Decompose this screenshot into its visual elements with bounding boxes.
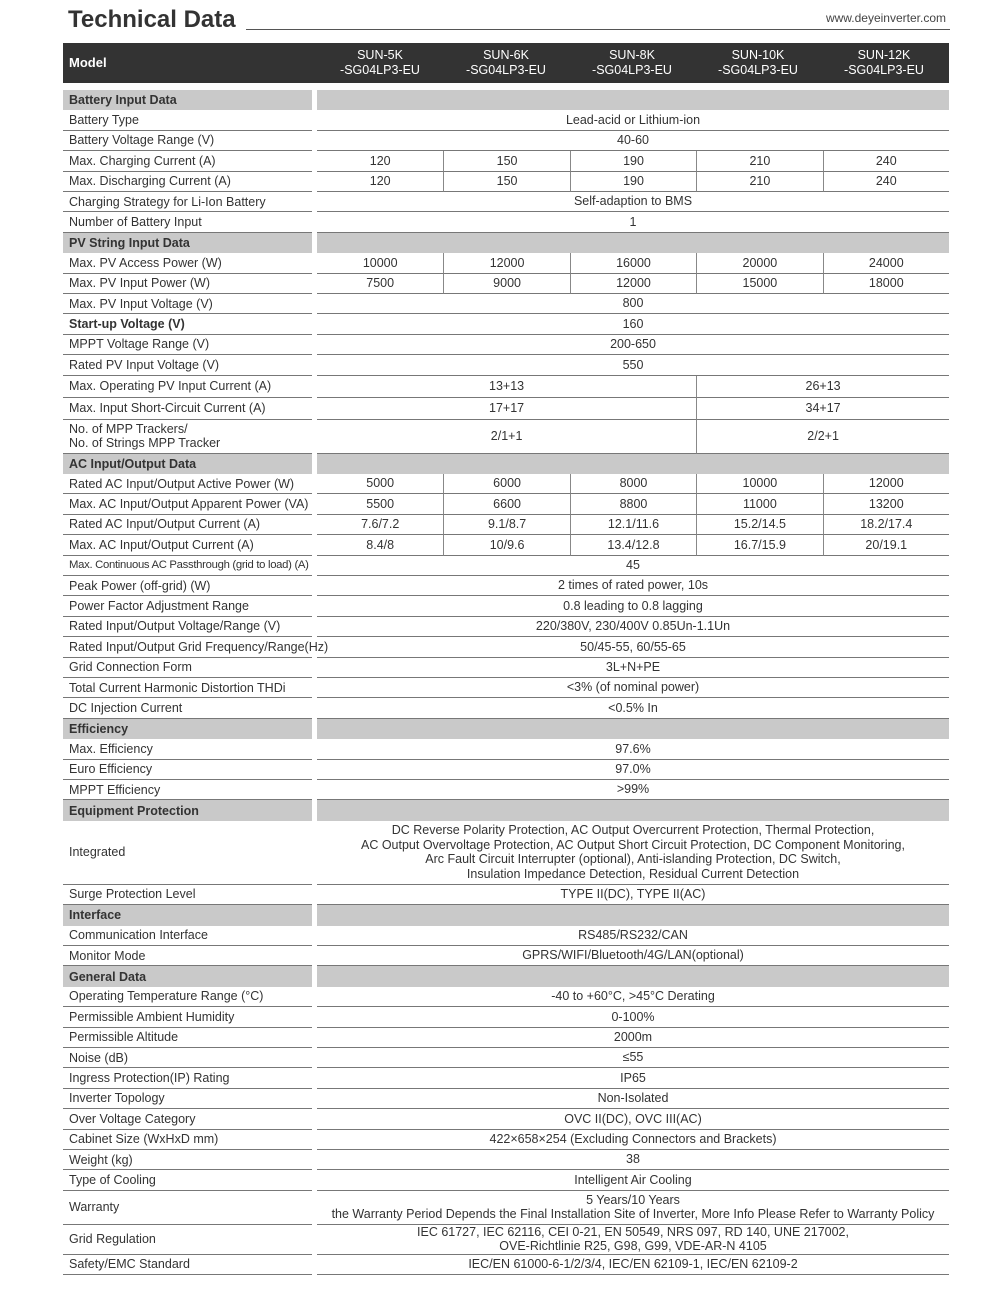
table-row (63, 926, 949, 946)
spec-value: 550 (317, 355, 949, 375)
spec-value: TYPE II(DC), TYPE II(AC) (317, 885, 949, 905)
spec-value: 7.6/7.2 (317, 515, 443, 535)
table-row (63, 1068, 949, 1088)
spec-value: 15.2/14.5 (696, 515, 822, 535)
spec-label: Communication Interface (63, 926, 312, 946)
spec-value: 5000 (317, 474, 443, 494)
spec-value: <3% (of nominal power) (317, 678, 949, 698)
section-header (63, 454, 949, 474)
table-row (63, 1191, 949, 1225)
spec-label: Max. Discharging Current (A) (63, 172, 312, 192)
spec-value: 200-650 (317, 335, 949, 355)
section-header (63, 233, 949, 253)
spec-value: 240 (823, 151, 949, 171)
model-column-header: SUN-10K -SG04LP3-EU (718, 48, 798, 77)
table-row (63, 780, 949, 800)
table-row (63, 576, 949, 596)
table-row (63, 376, 949, 398)
spec-value: 150 (443, 151, 569, 171)
spec-label: MPPT Efficiency (63, 780, 312, 800)
section-title: Interface (63, 905, 312, 925)
spec-label: Inverter Topology (63, 1089, 312, 1109)
table-row (63, 151, 949, 171)
spec-value: 12000 (823, 474, 949, 494)
section-header (63, 90, 949, 110)
table-row (63, 739, 949, 759)
section-title: Battery Input Data (63, 90, 312, 110)
spec-label: Rated Input/Output Voltage/Range (V) (63, 617, 312, 637)
section-fill (317, 719, 949, 739)
spec-label: Rated AC Input/Output Active Power (W) (63, 474, 312, 494)
table-row (63, 335, 949, 355)
spec-value: 220/380V, 230/400V 0.85Un-1.1Un (317, 617, 949, 637)
section-fill (317, 905, 949, 925)
table-row (63, 515, 949, 535)
spec-label: Charging Strategy for Li-Ion Battery (63, 192, 312, 212)
model-header-label: Model (69, 55, 107, 70)
section-fill (317, 800, 949, 820)
table-row (63, 556, 949, 576)
table-row (63, 1170, 949, 1190)
table-row (63, 398, 949, 420)
spec-value: 38 (317, 1150, 949, 1170)
table-row (63, 192, 949, 212)
spec-value: -40 to +60°C, >45°C Derating (317, 987, 949, 1007)
spec-value: 1 (317, 212, 949, 232)
spec-value: 97.0% (317, 760, 949, 780)
page-header (68, 6, 950, 34)
spec-value: 20/19.1 (823, 535, 949, 555)
spec-value: 150 (443, 172, 569, 192)
spec-value: 210 (696, 172, 822, 192)
spec-value: 97.6% (317, 739, 949, 759)
spec-label: Max. Charging Current (A) (63, 151, 312, 171)
spec-value: 190 (570, 172, 696, 192)
spec-value: Lead-acid or Lithium-ion (317, 110, 949, 130)
spec-value: 15000 (696, 274, 822, 294)
spec-value: 45 (317, 556, 949, 576)
spec-value: IEC/EN 61000-6-1/2/3/4, IEC/EN 62109-1, IEC/EN 62109-2 (317, 1255, 949, 1275)
spec-value: 10000 (317, 253, 443, 273)
spec-label: Max. Input Short-Circuit Current (A) (63, 398, 312, 420)
spec-value: 10000 (696, 474, 822, 494)
spec-label: Battery Type (63, 110, 312, 130)
section-title: PV String Input Data (63, 233, 312, 253)
spec-label: Rated AC Input/Output Current (A) (63, 515, 312, 535)
spec-value: 422×658×254 (Excluding Connectors and Brackets) (317, 1130, 949, 1150)
title-rule (246, 29, 950, 30)
table-row (63, 494, 949, 514)
table-row (63, 420, 949, 454)
spec-value: 9.1/8.7 (443, 515, 569, 535)
spec-label: Total Current Harmonic Distortion THDi (63, 678, 312, 698)
spec-value: 20000 (696, 253, 822, 273)
spec-label: Operating Temperature Range (°C) (63, 987, 312, 1007)
spec-label: Max. Continuous AC Passthrough (grid to load) (A) (63, 556, 312, 576)
spec-value: 0-100% (317, 1007, 949, 1027)
spec-value: 11000 (696, 494, 822, 514)
spec-value: Intelligent Air Cooling (317, 1170, 949, 1190)
spec-value: ≤55 (317, 1048, 949, 1068)
spec-value: 7500 (317, 274, 443, 294)
spec-value: 8000 (570, 474, 696, 494)
spec-label: Grid Connection Form (63, 658, 312, 678)
spec-label: Max. PV Input Voltage (V) (63, 294, 312, 314)
spec-value: RS485/RS232/CAN (317, 926, 949, 946)
section-header (63, 966, 949, 986)
table-row (63, 474, 949, 494)
table-row (63, 274, 949, 294)
spec-value: 120 (317, 172, 443, 192)
spec-label: Weight (kg) (63, 1150, 312, 1170)
spec-label: Integrated (63, 821, 312, 885)
spec-value: 13+13 (317, 376, 696, 398)
spec-label: No. of MPP Trackers/ No. of Strings MPP Tracker (63, 420, 312, 454)
spec-value: 50/45-55, 60/55-65 (317, 637, 949, 657)
spec-label: Safety/EMC Standard (63, 1255, 312, 1275)
section-fill (317, 233, 949, 253)
table-row (63, 1089, 949, 1109)
spec-label: Power Factor Adjustment Range (63, 596, 312, 616)
spec-label: Max. Operating PV Input Current (A) (63, 376, 312, 398)
table-row (63, 946, 949, 966)
table-header (63, 43, 949, 83)
table-row (63, 1130, 949, 1150)
spec-value: OVC II(DC), OVC III(AC) (317, 1109, 949, 1129)
spec-value: 9000 (443, 274, 569, 294)
spec-value: Self-adaption to BMS (317, 192, 949, 212)
spec-value: 2/2+1 (696, 420, 949, 454)
table-row (63, 1225, 949, 1255)
model-column-header: SUN-6K -SG04LP3-EU (466, 48, 546, 77)
table-row (63, 658, 949, 678)
spec-label: Monitor Mode (63, 946, 312, 966)
table-row (63, 821, 949, 885)
spec-label: Rated PV Input Voltage (V) (63, 355, 312, 375)
table-row (63, 617, 949, 637)
spec-value: 12000 (570, 274, 696, 294)
spec-value: 18000 (823, 274, 949, 294)
table-row (63, 131, 949, 151)
spec-value: 2/1+1 (317, 420, 696, 454)
table-row (63, 1255, 949, 1275)
table-row (63, 596, 949, 616)
spec-value: 210 (696, 151, 822, 171)
spec-value: 120 (317, 151, 443, 171)
spec-value: 13200 (823, 494, 949, 514)
spec-label: Peak Power (off-grid) (W) (63, 576, 312, 596)
table-row (63, 1028, 949, 1048)
spec-label: Rated Input/Output Grid Frequency/Range(Hz) (63, 637, 312, 657)
section-header (63, 719, 949, 739)
spec-value: 160 (317, 314, 949, 334)
table-row (63, 1109, 949, 1129)
spec-value: Non-Isolated (317, 1089, 949, 1109)
table-row (63, 212, 949, 232)
spec-value: 16000 (570, 253, 696, 273)
website-link[interactable]: www.deyeinverter.com (825, 11, 946, 25)
spec-label: Surge Protection Level (63, 885, 312, 905)
model-column-header: SUN-5K -SG04LP3-EU (340, 48, 420, 77)
spec-value: 26+13 (696, 376, 949, 398)
section-fill (317, 454, 949, 474)
spec-value: 10/9.6 (443, 535, 569, 555)
spec-value: 190 (570, 151, 696, 171)
spec-value: 240 (823, 172, 949, 192)
spec-label: Cabinet Size (WxHxD mm) (63, 1130, 312, 1150)
section-title: Equipment Protection (63, 800, 312, 820)
table-row (63, 637, 949, 657)
table-row (63, 987, 949, 1007)
spec-value: DC Reverse Polarity Protection, AC Output Overcurrent Protection, Thermal Protection, AC Output Overvoltage Protection, AC Output Short Circuit Protection, DC Component Monitoring, Arc Fault Circuit Interrupter (optional), Anti-islanding Protection, DC Switch, Insulation Impedance Detection, Residual Current Detection (317, 821, 949, 885)
spec-label: Permissible Ambient Humidity (63, 1007, 312, 1027)
spec-value: 24000 (823, 253, 949, 273)
spec-value: 6000 (443, 474, 569, 494)
spec-label: Over Voltage Category (63, 1109, 312, 1129)
spec-value: 17+17 (317, 398, 696, 420)
spec-label: Ingress Protection(IP) Rating (63, 1068, 312, 1088)
spec-value: IP65 (317, 1068, 949, 1088)
spec-label: Permissible Altitude (63, 1028, 312, 1048)
table-row (63, 253, 949, 273)
spec-value: IEC 61727, IEC 62116, CEI 0-21, EN 50549, NRS 097, RD 140, UNE 217002, OVE-Richtlinie R25, G98, G99, VDE-AR-N 4105 (317, 1225, 949, 1255)
spec-value: <0.5% In (317, 698, 949, 718)
spec-value: 12.1/11.6 (570, 515, 696, 535)
spec-value: 18.2/17.4 (823, 515, 949, 535)
model-column-header: SUN-12K -SG04LP3-EU (844, 48, 924, 77)
section-fill (317, 90, 949, 110)
spec-value: 0.8 leading to 0.8 lagging (317, 596, 949, 616)
spec-label: Start-up Voltage (V) (63, 314, 312, 334)
page-title: Technical Data (68, 6, 236, 33)
spec-label: DC Injection Current (63, 698, 312, 718)
spec-label: Max. PV Input Power (W) (63, 274, 312, 294)
spec-label: Max. Efficiency (63, 739, 312, 759)
spec-value: 12000 (443, 253, 569, 273)
table-row (63, 294, 949, 314)
section-title: General Data (63, 966, 312, 986)
spec-value: 5500 (317, 494, 443, 514)
table-row (63, 678, 949, 698)
section-fill (317, 966, 949, 986)
table-row (63, 698, 949, 718)
spec-label: Euro Efficiency (63, 760, 312, 780)
spec-label: Noise (dB) (63, 1048, 312, 1068)
spec-value: 16.7/15.9 (696, 535, 822, 555)
spec-value: GPRS/WIFI/Bluetooth/4G/LAN(optional) (317, 946, 949, 966)
section-title: Efficiency (63, 719, 312, 739)
model-column-header: SUN-8K -SG04LP3-EU (592, 48, 672, 77)
table-row (63, 760, 949, 780)
spec-label: Max. AC Input/Output Current (A) (63, 535, 312, 555)
table-row (63, 314, 949, 334)
table-row (63, 535, 949, 555)
section-title: AC Input/Output Data (63, 454, 312, 474)
spec-value: 6600 (443, 494, 569, 514)
spec-label: Max. PV Access Power (W) (63, 253, 312, 273)
spec-label: Warranty (63, 1191, 312, 1225)
spec-label: Max. AC Input/Output Apparent Power (VA) (63, 494, 312, 514)
table-row (63, 1007, 949, 1027)
spec-value: >99% (317, 780, 949, 800)
spec-value: 3L+N+PE (317, 658, 949, 678)
table-row (63, 172, 949, 192)
spec-value: 2 times of rated power, 10s (317, 576, 949, 596)
spec-value: 40-60 (317, 131, 949, 151)
spec-value: 8.4/8 (317, 535, 443, 555)
spec-value: 34+17 (696, 398, 949, 420)
spec-label: Grid Regulation (63, 1225, 312, 1255)
section-header (63, 800, 949, 820)
table-row (63, 110, 949, 130)
spec-value: 13.4/12.8 (570, 535, 696, 555)
table-row (63, 1150, 949, 1170)
spec-value: 8800 (570, 494, 696, 514)
spec-value: 5 Years/10 Years the Warranty Period Depends the Final Installation Site of Inverter, More Info Please Refer to Warranty Policy (317, 1191, 949, 1225)
spec-value: 2000m (317, 1028, 949, 1048)
table-row (63, 355, 949, 375)
table-row (63, 885, 949, 905)
spec-label: Number of Battery Input (63, 212, 312, 232)
spec-label: MPPT Voltage Range (V) (63, 335, 312, 355)
spec-value: 800 (317, 294, 949, 314)
spec-label: Type of Cooling (63, 1170, 312, 1190)
section-header (63, 905, 949, 925)
spec-label: Battery Voltage Range (V) (63, 131, 312, 151)
table-row (63, 1048, 949, 1068)
